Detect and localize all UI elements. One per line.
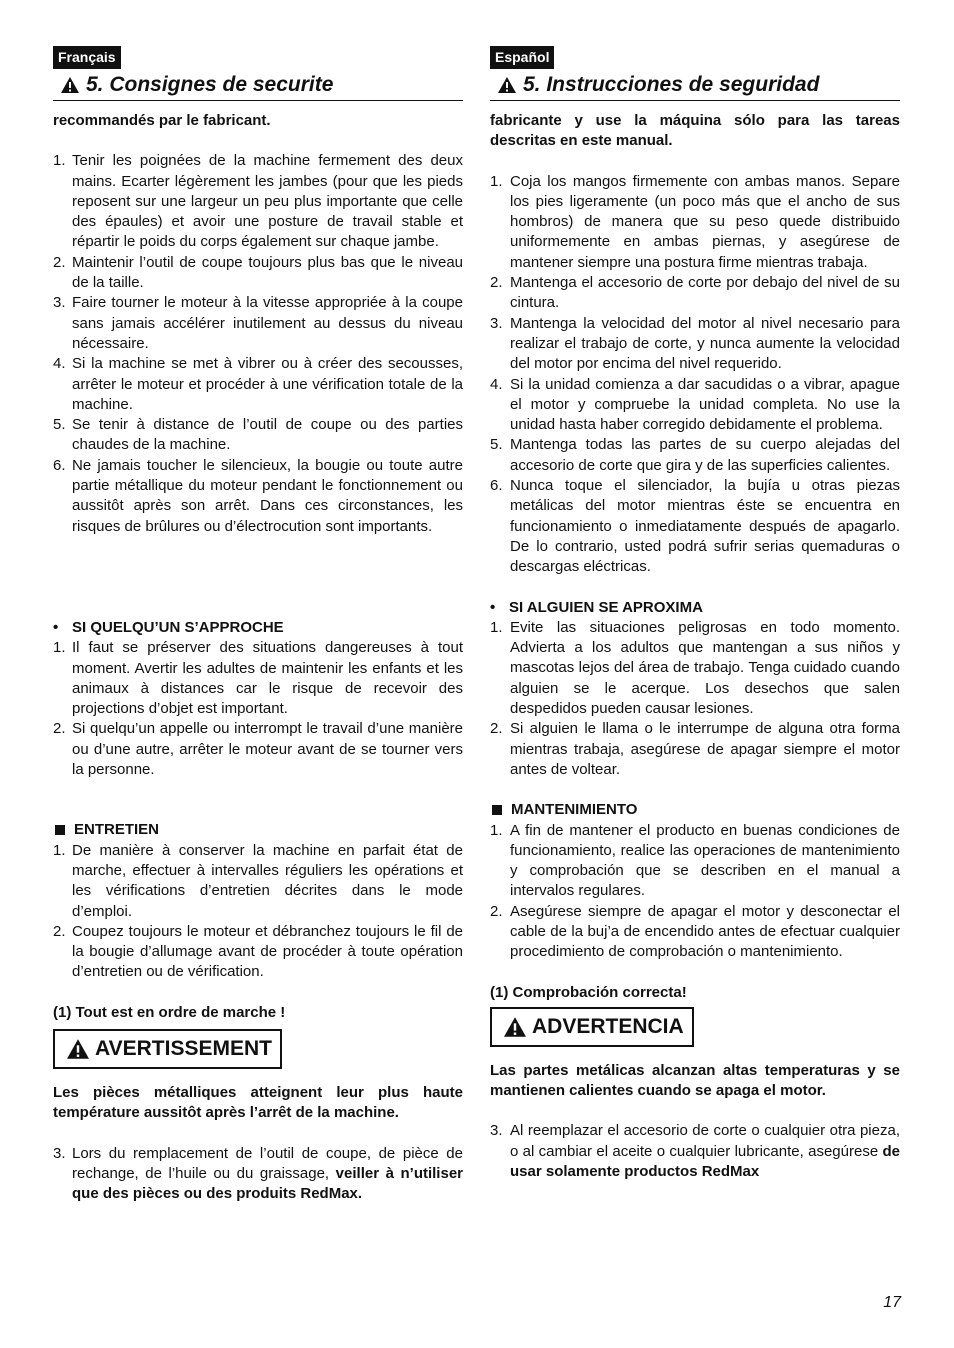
section-heading	[490, 72, 900, 101]
warning-box	[490, 1007, 694, 1047]
column-espanol	[490, 46, 900, 1182]
section-title: 5. Instrucciones de seguridad	[523, 73, 820, 96]
list-item: 2. Si alguien le llama o le interrumpe de alguna otra forma mientras trabaja, asegúrese de apagar siempre el motor antes de voltear.	[490, 720, 900, 778]
list-item: 1. Il faut se préserver des situations dangereuses à tout moment. Avertir les adultes de maintenir les enfants et les animaux à distances car le risque de recevoir des projections d’objet est important.	[53, 639, 463, 718]
list-item: 3. Al reemplazar el accesorio de corte o cualquier otra pieza, o al cambiar el aceite o cualquier lubricante, asegúrese de usar solamente productos RedMax	[490, 1122, 900, 1181]
list-item: 6. Nunca toque el silenciador, la bujía u otras piezas metálicas del motor mientras éste se encuentra en funcionamiento o inmediatamente después de apagarlo. De lo contrario, usted podrá sufrir serias quemaduras o descargas eléctricas.	[490, 477, 900, 576]
black-square-icon	[55, 825, 65, 835]
subheading-maintenance: ENTRETIEN	[53, 820, 463, 840]
subheading-approach: • SI QUELQU’UN S’APPROCHE	[53, 618, 463, 638]
warning-text: Las partes metálicas alcanzan altas temperaturas y se mantienen calientes cuando se apaga el motor.	[490, 1061, 900, 1100]
safety-list	[53, 151, 463, 537]
list-item: 2. Si quelqu’un appelle ou interrompt le travail d’une manière ou d’une autre, arrêter le moteur avant de se tourner vers la personne.	[53, 720, 463, 779]
list-item: 5. Mantenga todas las partes de su cuerpo alejadas del accesorio de corte que gira y de las superficies calientes.	[490, 436, 900, 474]
section-heading	[53, 72, 463, 101]
list-item: 3. Faire tourner le moteur à la vitesse appropriée à la coupe sans jamais accélérer inutilement au dessus du niveau nécessaire.	[53, 294, 463, 352]
warning-label: ADVERTENCIA	[532, 1014, 684, 1038]
list-item: 4. Si la unidad comienza a dar sacudidas o a vibrar, apague el motor y compruebe la unidad completa. No use la unidad hasta haber corregido debidamente el problema.	[490, 375, 900, 434]
intro-text: fabricante y use la máquina sólo para las tareas descritas en este manual.	[490, 112, 900, 150]
column-francais	[53, 46, 463, 1204]
maintenance-list-cont	[490, 1121, 900, 1182]
warning-box	[53, 1029, 282, 1069]
list-item: 6. Ne jamais toucher le silencieux, la bougie ou toute autre partie métallique du moteur pendant le fonctionnement ou aussitôt après son arrêt. Dans ces circonstances, les risques de brûlures ou d’électrocution sont importants.	[53, 456, 463, 535]
safety-list	[490, 172, 900, 578]
list-item: 5. Se tenir à distance de l’outil de coupe ou des parties chaudes de la machine.	[53, 416, 463, 454]
list-item: 1. De manière à conserver la machine en parfait état de marche, effectuer à intervalles réguliers les opérations et les vérifications d’entretien décrites dans le mode d’emploi.	[53, 841, 463, 920]
black-square-icon	[492, 805, 502, 815]
list-item: 2. Mantenga el accesorio de corte por debajo del nivel de su cintura.	[490, 274, 900, 312]
maintenance-list-cont	[53, 1144, 463, 1205]
intro-text: recommandés par le fabricant.	[53, 112, 271, 129]
list-item: 2. Maintenir l’outil de coupe toujours plus bas que le niveau de la taille.	[53, 253, 463, 292]
subheading-maintenance: MANTENIMIENTO	[490, 800, 900, 820]
list-item: 1. A fin de mantener el producto en buenas condiciones de funcionamiento, realice las operaciones de mantenimiento y comprobación que se describen en el manual a intervalos regulares.	[490, 821, 900, 900]
bullet-icon: •	[490, 598, 496, 616]
warning-triangle-icon	[497, 76, 517, 94]
list-item: 2. Coupez toujours le moteur et débranchez toujours le fil de la bougie d’allumage avant de procéder à toute opération d’entretien ou de vérification.	[53, 922, 463, 981]
list-item: 3. Lors du remplacement de l’outil de coupe, de pièce de rechange, de l’huile ou du graissage, veiller à n’utiliser que des pièces ou des produits RedMax.	[53, 1144, 464, 1203]
subheading-approach: • SI ALGUIEN SE APROXIMA	[490, 598, 900, 618]
warning-triangle-icon	[65, 1038, 91, 1060]
list-item: 4. Si la machine se met à vibrer ou à créer des secousses, arrêter le moteur et procéder à une vérification totale de la machine.	[53, 355, 463, 413]
list-item: 2. Asegúrese siempre de apagar el motor y desconectar el cable de la buj’a de encendido antes de efectuar cualquier procedimiento de comprobación o mantenimiento.	[490, 902, 900, 961]
warning-text: Les pièces métalliques atteignent leur plus haute température aussitôt après l’arrêt de la machine.	[53, 1083, 463, 1122]
list-item: 1. Tenir les poignées de la machine fermement des deux mains. Ecarter légèrement les jambes (pour que les pieds reposent sur une largeur un peu plus importante que celle des épaules) et avoir une posture de travail stable et répartir le poids du corps également sur chaque jambe.	[53, 152, 463, 251]
warning-label: AVERTISSEMENT	[95, 1036, 272, 1060]
approach-list	[53, 638, 463, 780]
list-item: 1. Evite las situaciones peligrosas en todo momento. Advierta a los adultos que mantengan a sus niños y mascotas lejos del área de trabajo. Tenga cuidado cuando alguien se le acerque. Los desechos que salen despedidos pueden causar lesiones.	[490, 618, 900, 718]
warning-triangle-icon	[60, 76, 80, 94]
check-heading: (1) Tout est en ordre de marche !	[53, 1003, 286, 1021]
bullet-icon: •	[53, 618, 59, 636]
approach-list	[490, 618, 900, 780]
maintenance-list	[490, 821, 900, 963]
language-tag: Español	[490, 46, 554, 69]
warning-triangle-icon	[502, 1016, 528, 1038]
list-item: 3. Mantenga la velocidad del motor al nivel necesario para realizar el trabajo de corte, y nunca aumente la velocidad del motor por encima del nivel requerido.	[490, 314, 900, 373]
maintenance-list	[53, 841, 463, 983]
check-heading: (1) Comprobación correcta!	[490, 983, 687, 1001]
section-title: 5. Consignes de securite	[86, 73, 334, 96]
language-tag: Français	[53, 46, 121, 69]
list-item: 1. Coja los mangos firmemente con ambas manos. Separe los pies ligeramente (un poco más que el ancho de sus hombros) de manera que su peso quede distribuido uniformemente en ambas piernas, y asegúrese de mantener siempre una postura firme mientras trabaja.	[490, 172, 900, 271]
page-number: 17	[883, 1294, 901, 1311]
